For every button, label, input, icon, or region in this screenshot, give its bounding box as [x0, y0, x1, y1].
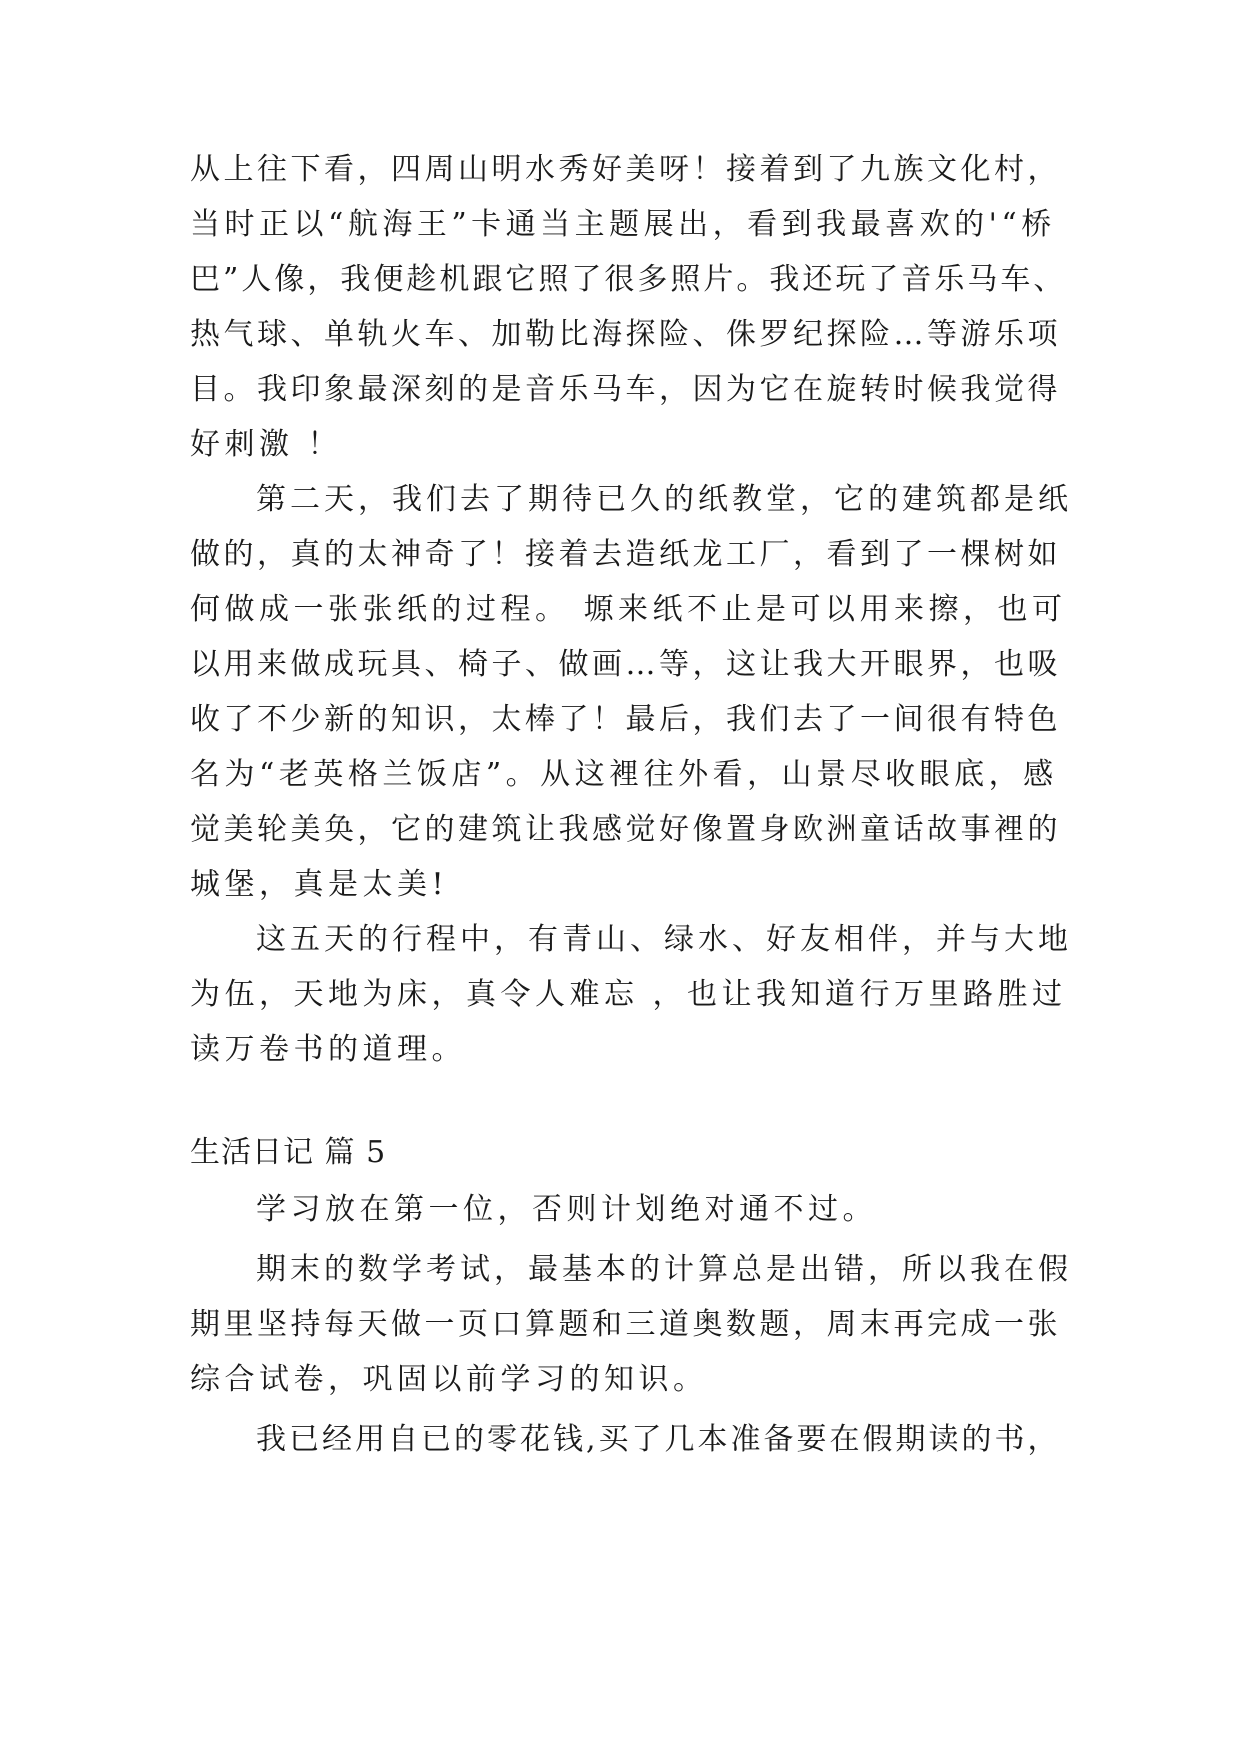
paragraph-line: 目。我印象最深刻的是音乐马车，因为它在旋转时候我觉得 [190, 372, 1061, 407]
paragraph-line: 期里坚持每天做一页口算题和三道奥数题，周末再完成一张 [190, 1307, 1061, 1342]
paragraph-line: 综合试卷，巩固以前学习的知识。 [190, 1362, 708, 1397]
paragraph-line: 以用来做成玩具、椅子、做画…等，这让我大开眼界，也吸 [190, 647, 1061, 682]
paragraph-line: 好刺激 ！ [190, 427, 343, 462]
paragraph-line: 觉美轮美奂，它的建筑让我感觉好像置身欧洲童话故事裡的 [190, 812, 1061, 847]
paragraph-line: 第二天，我们去了期待已久的纸教堂，它的建筑都是纸 [256, 482, 1072, 517]
paragraph-line: 学习放在第一位，否则计划绝对通不过。 [256, 1192, 877, 1227]
paragraph-line: 期末的数学考试，最基本的计算总是出错，所以我在假 [256, 1252, 1072, 1287]
paragraph-line: 做的，真的太神奇了！接着去造纸龙工厂，看到了一棵树如 [190, 537, 1061, 572]
paragraph-line: 从上往下看，四周山明水秀好美呀！接着到了九族文化村， [190, 152, 1061, 187]
paragraph-line: 读万卷书的道理。 [190, 1032, 466, 1067]
paragraph-line: 何做成一张张纸的过程。 塬来纸不止是可以用来擦，也可 [190, 592, 1067, 627]
paragraph-line: 收了不少新的知识，太棒了！最后，我们去了一间很有特色 [190, 702, 1061, 737]
section-title: 生活日记 篇 5 [190, 1135, 387, 1170]
paragraph-line: 当时正以“航海王”卡通当主题展出，看到我最喜欢的'“桥 [190, 207, 1056, 242]
paragraph-line: 城堡，真是太美! [190, 867, 449, 902]
paragraph-line: 为伍，天地为床，真令人难忘 ，也让我知道行万里路胜过 [190, 977, 1067, 1012]
paragraph-line: 名为“老英格兰饭店”。从这裡往外看，山景尽收眼底，感 [190, 757, 1058, 792]
paragraph-line: 这五天的行程中，有青山、绿水、好友相伴，并与大地 [256, 922, 1072, 957]
paragraph-line: 巴”人像，我便趁机跟它照了很多照片。我还玩了音乐马车、 [190, 262, 1067, 297]
paragraph-line: 热气球、单轨火车、加勒比海探险、侏罗纪探险…等游乐项 [190, 317, 1061, 352]
paragraph-line: 我已经用自已的零花钱,买了几本准备要在假期读的书， [256, 1422, 1061, 1457]
